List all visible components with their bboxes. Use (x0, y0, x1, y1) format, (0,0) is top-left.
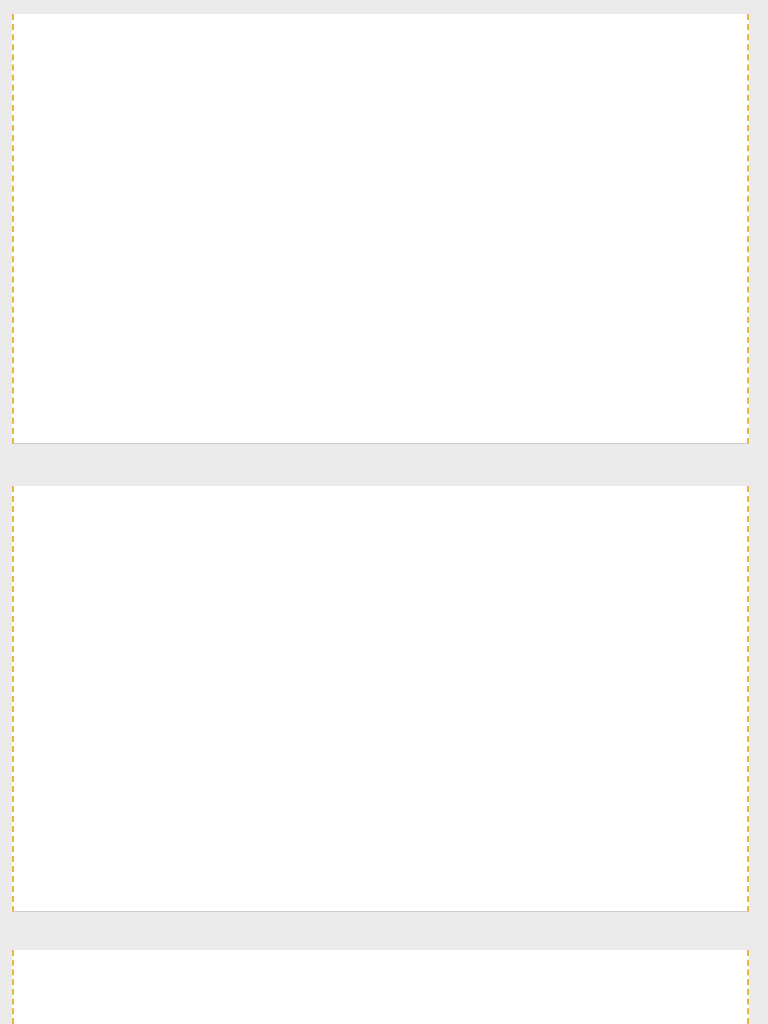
brochure-panel-3 (12, 950, 749, 1024)
brochure-panel-1 (12, 14, 749, 444)
brochure-panel-2 (12, 486, 749, 912)
